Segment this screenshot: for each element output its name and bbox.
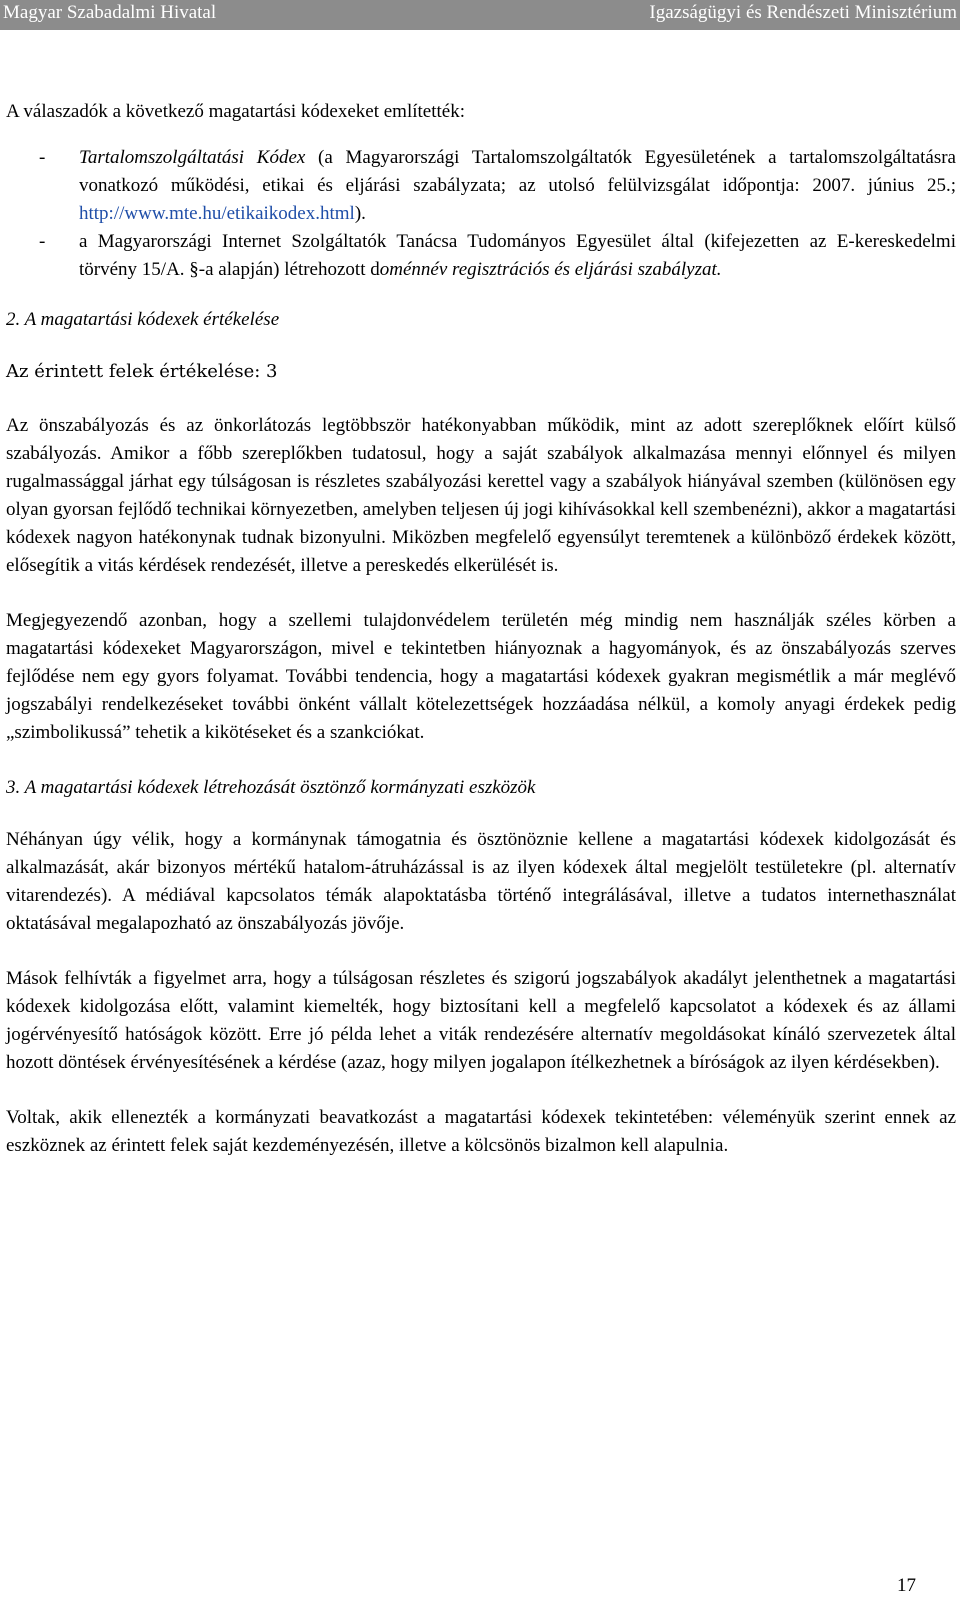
code-list <box>6 144 956 284</box>
header-left-text: Magyar Szabadalmi Hivatal <box>3 2 217 23</box>
section-2-heading: 2. A magatartási kódexek értékelése <box>6 309 280 330</box>
section-3-heading: 3. A magatartási kódexek létrehozását ösztönző kormányzati eszközök <box>6 777 536 798</box>
paragraph-5: Voltak, akik ellenezték a kormányzati beavatkozást a magatartási kódexek tekintetében: véleményük szerint ennek az eszköznek az érintett felek saját kezdeményezésén, illetve a kölcsönös bizalmon kell alapulnia. <box>6 1107 956 1156</box>
document-body <box>6 98 956 1160</box>
etikaikodex-link[interactable]: http://www.mte.hu/etikaikodex.html <box>79 203 355 224</box>
header-right-text: Igazságügyi és Rendészeti Minisztérium <box>649 2 957 23</box>
paragraph-3: Néhányan úgy vélik, hogy a kormánynak támogatnia és ösztönöznie kellene a magatartási kódexek kidolgozását és alkalmazását, akár bizonyos mértékű hatalom-átruházással is az ilyen kódexek által megjelölt testületekre (pl. alternatív vitarendezés). A médiával kapcsolatos témák alapoktatásba történő integrálásával, illetve a tudatos internethasználat oktatásával megalapozható az önszabályozás jövője. <box>6 829 956 934</box>
rating-line: Az érintett felek értékelése: 3 <box>6 361 278 382</box>
list-item-italic-tail: oménnév regisztrációs és eljárási szabályzat. <box>379 259 722 280</box>
paragraph-4: Mások felhívták a figyelmet arra, hogy a túlságosan részletes és szigorú jogszabályok akadályt jelenthetnek a magatartási kódexek kidolgozása előtt, valamint kiemelték, hogy biztosítani kell a megfelelő kapcsolatot a kódexek és az állami jogérvényesítő hatóságok között. Erre jó példa lehet a viták rendezésére alternatív megoldásokat kínáló szervezetek által hozott döntések érvényesítésének a kérdése (azaz, hogy milyen jogalapon ítélkezhetnek a bíróságok az ilyen kérdésekben). <box>6 968 956 1073</box>
list-dash: - <box>39 147 46 168</box>
page-number: 17 <box>897 1575 916 1596</box>
list-item-italic-lead: Tartalomszolgáltatási Kódex <box>79 147 306 168</box>
list-item <box>6 228 956 284</box>
list-dash: - <box>39 231 46 252</box>
paragraph-2: Megjegyezendő azonban, hogy a szellemi tulajdonvédelem területén még mindig nem használják széles körben a magatartási kódexeket Magyarországon, mivel e tekintetben hiányoznak a hagyományok, és az önszabályozás szerves fejlődése nem egy gyors folyamat. További tendencia, hogy a magatartási kódexek gyakran megismétlik a már meglévő jogszabályi rendelkezéseket további önként vállalt kötelezettségek hozzáadása nélkül, a komoly anyagi érdekek pedig „szimbolikussá” tehetik a kikötéseket és a szankciókat. <box>6 610 956 743</box>
paragraph-1: Az önszabályozás és az önkorlátozás legtöbbször hatékonyabban működik, mint az adott szereplőknek előírt külső szabályozás. Amikor a főbb szereplőkben tudatosul, hogy a saját szabályok alkalmazása mennyi előnnyel és milyen rugalmassággal járhat egy túlságosan is részletes szabályozási kerettel vagy a szabályok hiányával szemben (különösen egy olyan gyorsan fejlődő technikai környezetben, amelyben teljesen új jogi kihívásokkal kell szembenézni), akkor a magatartási kódexek nagyon hatékonynak tudnak bizonyulni. Miközben megfelelő egyensúlyt teremtenek a különböző érdekek között, elősegítik a vitás kérdések rendezését, illetve a pereskedés elkerülését is. <box>6 415 956 576</box>
list-item-text: a Magyarországi Internet Szolgáltatók Tanácsa Tudományos Egyesület által (kifejezetten az E-kereskedelmi törvény 15/A. §-a alapján) létrehozott d <box>79 231 956 280</box>
list-item-text: (a Magyarországi Tartalomszolgáltatók Egyesületének a tartalomszolgáltatásra vonatkozó működési, etikai és eljárási szabályzata; az utolsó felülvizsgálat időpontja: 2007. június 25.; <box>79 147 956 196</box>
list-item-text-end: ). <box>354 203 366 224</box>
page-header <box>0 0 960 30</box>
list-item <box>6 144 956 228</box>
intro-text: A válaszadók a következő magatartási kódexeket említették: <box>6 101 465 122</box>
